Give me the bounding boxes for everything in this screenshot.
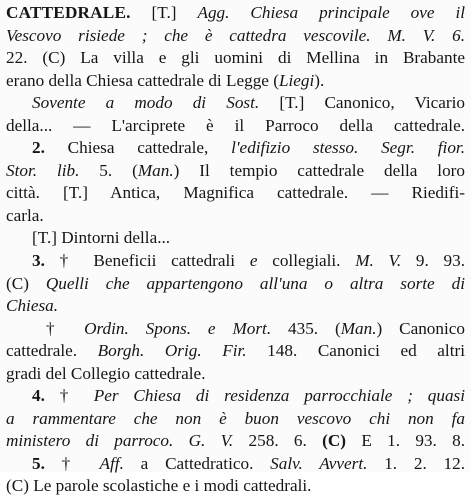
text-run: 9. 93. bbox=[401, 251, 465, 271]
entry-line bbox=[6, 363, 465, 386]
entry-line bbox=[6, 227, 465, 250]
entry-line bbox=[6, 453, 465, 476]
text-run: † bbox=[44, 453, 100, 473]
italic-run: Chiesa. bbox=[6, 296, 59, 316]
italic-run: Man. bbox=[340, 318, 377, 338]
text-run: (C) Le parole scolastiche e i modi cattedrali. bbox=[6, 476, 312, 496]
text-run: a Cattedratico. bbox=[123, 453, 271, 473]
italic-run: Stor. lib. bbox=[6, 160, 80, 180]
entry-line bbox=[6, 273, 465, 296]
italic-run: Liegi bbox=[278, 70, 315, 90]
italic-run: Sovente a modo di Sost. bbox=[32, 93, 260, 113]
dictionary-entry-cattedrale bbox=[6, 2, 465, 498]
text-run: carla. bbox=[6, 205, 44, 225]
entry-line bbox=[6, 92, 465, 115]
entry-line bbox=[6, 70, 465, 93]
entry-line bbox=[6, 340, 465, 363]
text-run: 258. 6. bbox=[233, 431, 323, 451]
italic-run: Borgh. Orig. Fir. bbox=[97, 341, 247, 361]
entry-line bbox=[6, 47, 465, 70]
text-run: [T.] Dintorni della... bbox=[32, 228, 171, 248]
text-run: Chiesa cattedrale, bbox=[44, 138, 232, 158]
italic-run: Aff. bbox=[99, 453, 124, 473]
entry-line bbox=[6, 430, 465, 453]
entry-line bbox=[6, 115, 465, 138]
italic-run: Quelli che appartengono all'una o altra sorte di bbox=[45, 273, 465, 293]
text-run: [T.] bbox=[130, 3, 198, 22]
italic-run: a rammentare che non è buon vescovo chi non fa bbox=[6, 408, 465, 428]
italic-run: Per Chiesa di residenza parrocchiale ; quasi bbox=[93, 386, 465, 406]
italic-run: M. V. bbox=[355, 251, 402, 271]
entry-line bbox=[6, 137, 465, 160]
italic-run: Vescovo risiede ; che è cattedra vescovile. M. V. 6. bbox=[6, 25, 465, 45]
italic-run: l'edifizio stesso. Segr. fior. bbox=[231, 138, 465, 158]
text-run: † bbox=[46, 318, 85, 338]
sense-number: 4. bbox=[32, 386, 45, 406]
italic-run: Salv. Avvert. bbox=[270, 453, 368, 473]
entry-line bbox=[6, 182, 465, 205]
text-run: 1. 2. 12. bbox=[367, 453, 466, 473]
entry-line bbox=[6, 2, 465, 25]
italic-run: e bbox=[249, 251, 258, 271]
text-run: 5. ( bbox=[79, 160, 138, 180]
entry-line bbox=[6, 408, 465, 431]
italic-run: Man. bbox=[137, 160, 174, 180]
sense-number: 3. bbox=[32, 251, 45, 271]
sense-number: 2. bbox=[32, 138, 45, 158]
text-run: 148. Canonici ed altri bbox=[246, 341, 465, 361]
entry-line bbox=[6, 385, 465, 408]
italic-run: Ordin. Spons. e Mort. bbox=[84, 318, 272, 338]
sense-number: (C) bbox=[322, 431, 347, 451]
text-run: † bbox=[44, 386, 94, 406]
headword: CATTEDRALE. bbox=[6, 3, 131, 22]
text-run: 22. (C) La villa e gli uomini di Mellina in Brabante bbox=[6, 48, 465, 68]
text-run: 435. ( bbox=[271, 318, 341, 338]
entry-line bbox=[6, 205, 465, 228]
text-run: ) Il tempio cattedrale della loro bbox=[173, 160, 465, 180]
entry-line bbox=[6, 475, 465, 498]
text-run: gradi del Collegio cattedrale. bbox=[6, 363, 206, 383]
entry-line bbox=[6, 318, 465, 341]
entry-line bbox=[6, 25, 465, 48]
text-run: collegiali. bbox=[257, 251, 356, 271]
entry-line bbox=[6, 250, 465, 273]
italic-run: Agg. Chiesa principale ove il bbox=[197, 3, 466, 22]
text-run: ). bbox=[314, 70, 325, 90]
text-run: erano della Chiesa cattedrale di Legge ( bbox=[6, 70, 279, 90]
text-run: ) Canonico bbox=[376, 318, 465, 338]
text-run: [T.] Canonico, Vicario bbox=[259, 93, 465, 113]
text-run: cattedrale. bbox=[6, 341, 98, 361]
italic-run: ministero di parroco. G. V. bbox=[6, 431, 234, 451]
text-run: E 1. 93. 8. bbox=[346, 431, 466, 451]
text-run: città. [T.] Antica, Magnifica cattedrale. — Riedifi- bbox=[6, 183, 465, 203]
entry-line bbox=[6, 295, 465, 318]
entry-line bbox=[6, 160, 465, 183]
text-run: della... — L'arciprete è il Parroco della cattedrale. bbox=[6, 115, 465, 135]
text-run: † Beneficii cattedrali bbox=[44, 251, 250, 271]
text-run: (C) bbox=[6, 273, 46, 293]
sense-number: 5. bbox=[32, 453, 45, 473]
